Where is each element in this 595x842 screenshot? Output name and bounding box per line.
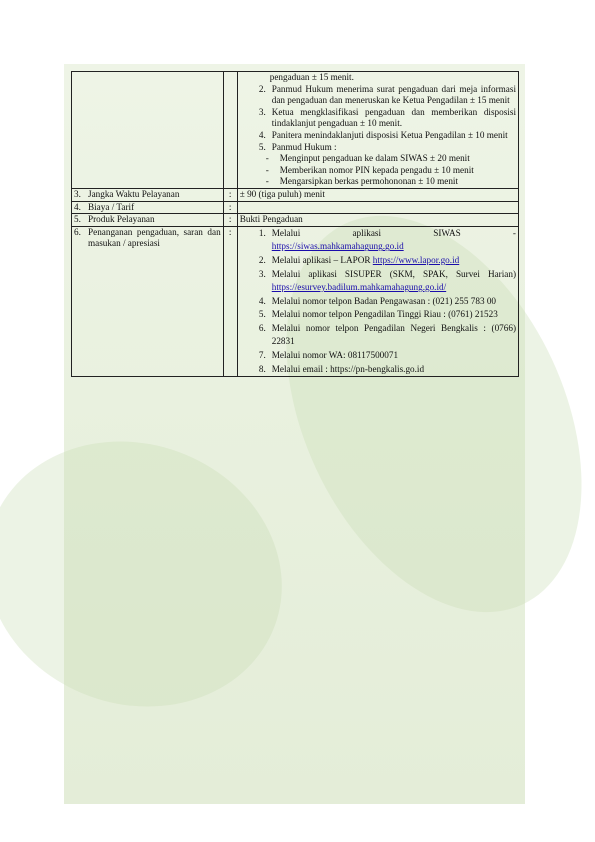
service-standard-table <box>71 71 519 377</box>
procedure-steps-list <box>240 84 516 154</box>
procedure-steps-cell <box>237 72 518 189</box>
separator-cell: : <box>223 188 237 201</box>
empty-label-cell <box>72 72 224 189</box>
siwas-link[interactable]: https://siwas.mahkamahagung.go.id <box>271 241 404 252</box>
list-item: 4. Panitera menindaklanjuti disposisi Ketua Pengadilan ± 10 menit <box>258 129 508 140</box>
lapor-link[interactable]: https://www.lapor.go.id <box>372 254 460 265</box>
row-label: 5. Produk Pelayanan <box>72 214 224 227</box>
table-row <box>72 226 519 377</box>
separator-cell: : <box>223 214 237 227</box>
table-row <box>72 201 519 214</box>
list-item: 3. Ketua mengklasifikasi pengaduan dan memberikan disposisi tindaklanjut pengaduan ± 10 menit. <box>258 106 516 129</box>
list-item: 2. Melalui aplikasi – LAPOR https://www.lapor.go.id <box>258 254 460 265</box>
list-item: 4. Melalui nomor telpon Badan Pengawasan : (021) 255 783 00 <box>258 295 497 306</box>
list-item: 8. Melalui email : https://pn-bengkalis.go.id <box>258 363 425 374</box>
table-row <box>72 72 519 189</box>
list-item: 1. Melalui aplikasi SIWAS - https://siwas.mahkamahagung.go.id <box>258 227 516 252</box>
list-item: 6. Melalui nomor telpon Pengadilan Negeri Bengkalis : (0766) 22831 <box>258 322 516 347</box>
separator-cell <box>223 72 237 189</box>
background-leaf-decoration <box>0 401 319 748</box>
row-label: 6. Penanganan pengaduan, saran dan masukan / apresiasi <box>72 226 224 377</box>
list-item: 2. Panmud Hukum menerima surat pengaduan dari meja informasi dan pengaduan dan meneruskan ke Ketua Pengadilan ± 15 menit <box>258 83 516 106</box>
list-item: 3. Melalui aplikasi SISUPER (SKM, SPAK, Survei Harian) https://esurvey.badilum.mahkamahagung.go.id/ <box>258 268 516 293</box>
list-item: 5. Melalui nomor telpon Pengadilan Tinggi Riau : (0761) 21523 <box>258 309 498 320</box>
row-label: 3. Jangka Waktu Pelayanan <box>72 188 224 201</box>
list-item: 5. Panmud Hukum : <box>258 141 337 152</box>
complaint-channels-cell <box>237 226 518 377</box>
row-value: Bukti Pengaduan <box>237 214 518 227</box>
complaint-channels-list <box>240 227 516 377</box>
separator-cell: : <box>223 226 237 377</box>
list-item: - Memberikan nomor PIN kepada pengadu ± 10 menit <box>265 164 474 175</box>
row-value <box>237 201 518 214</box>
sub-items-list <box>240 153 516 188</box>
row-label: 4. Biaya / Tarif <box>72 201 224 214</box>
list-item: - Mengarsipkan berkas permohononan ± 10 menit <box>265 176 459 187</box>
row-value: ± 90 (tiga puluh) menit <box>237 188 518 201</box>
table-row <box>72 188 519 201</box>
separator-cell: : <box>223 201 237 214</box>
list-item: - Menginput pengaduan ke dalam SIWAS ± 20 menit <box>265 153 470 164</box>
continued-text: pengaduan ± 15 menit. <box>269 72 354 82</box>
sisuper-link[interactable]: https://esurvey.badilum.mahkamahagung.go.id/ <box>271 282 447 293</box>
list-item: 7. Melalui nomor WA: 08117500071 <box>258 350 399 361</box>
table-row <box>72 214 519 227</box>
